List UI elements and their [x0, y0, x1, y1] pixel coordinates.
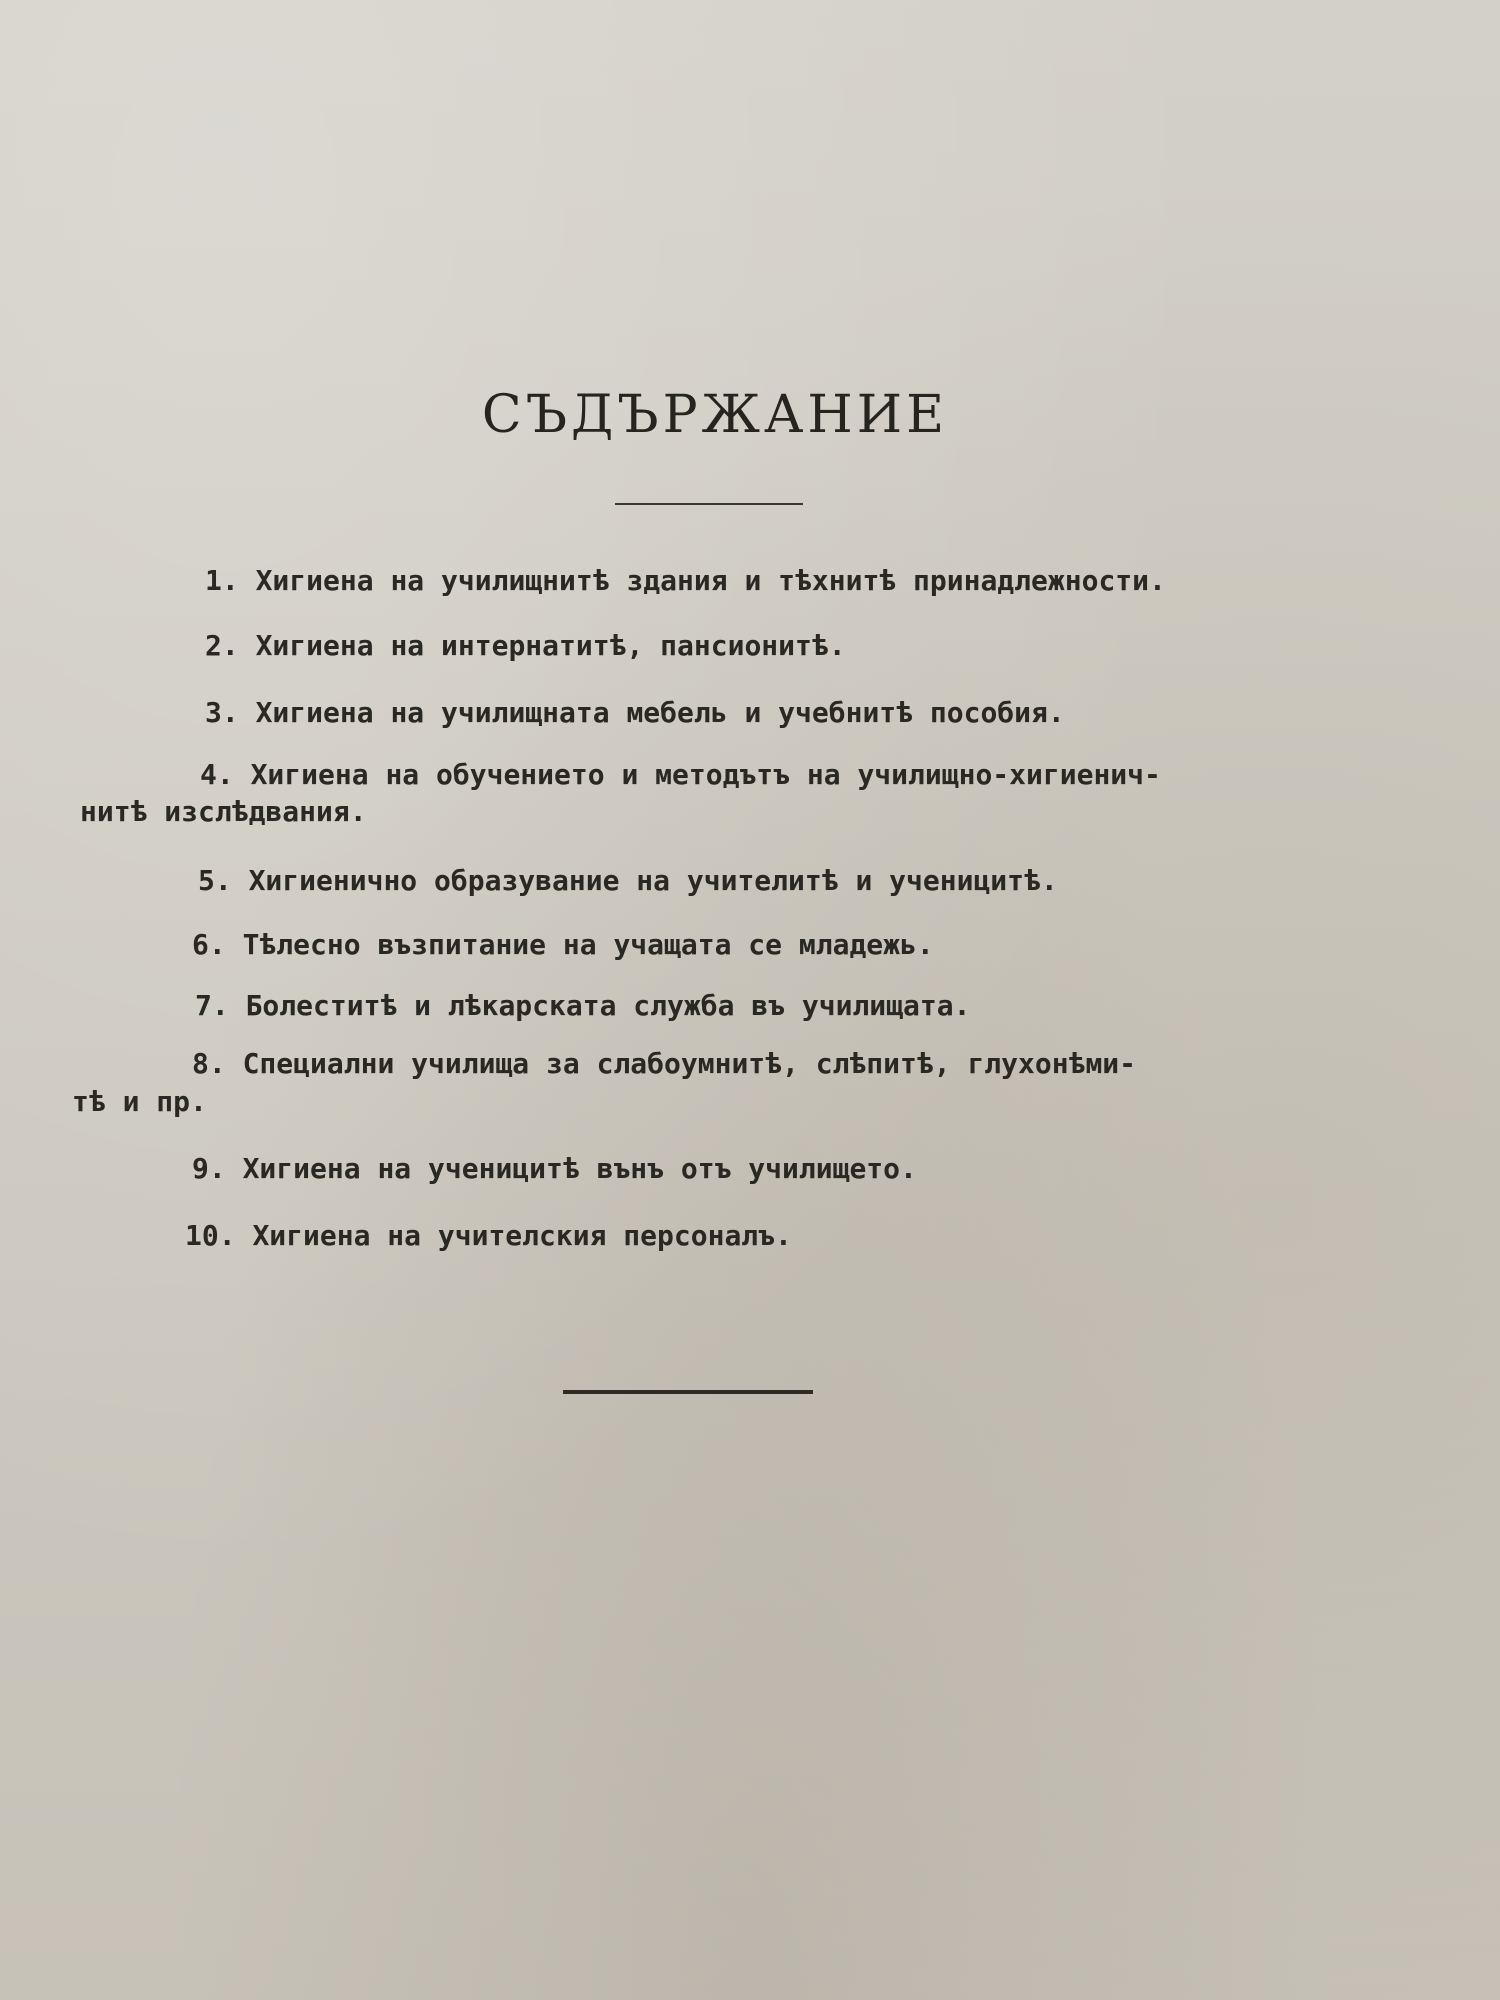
toc-entry-text: Хигиена на учителския персоналъ. — [252, 1219, 792, 1252]
toc-entry-number: 6. — [192, 928, 226, 961]
toc-entry-3 — [205, 697, 1065, 729]
toc-entry-text: Хигиена на училищнитѣ здания и тѣхнитѣ принадлежности. — [255, 564, 1166, 597]
toc-entry-9 — [192, 1153, 917, 1185]
toc-entry-text: Специални училища за слабоумнитѣ, слѣпитѣ, глухонѣми- — [242, 1047, 1137, 1080]
toc-entry-number: 5. — [198, 864, 232, 897]
toc-entry-6 — [192, 929, 934, 961]
toc-entry-8 — [192, 1048, 1136, 1080]
toc-entry-text: Тѣлесно възпитание на учащата се младежь. — [242, 928, 934, 961]
toc-entry-text: Хигиена на ученицитѣ вънъ отъ училището. — [242, 1152, 917, 1185]
toc-entry-4-continuation — [80, 796, 367, 828]
toc-entry-number: 4. — [200, 758, 234, 791]
toc-entry-1 — [205, 565, 1166, 597]
toc-entry-8-continuation — [72, 1086, 207, 1118]
toc-entry-text: Хигиена на училищната мебель и учебнитѣ пособия. — [255, 696, 1065, 729]
toc-entry-5 — [198, 865, 1058, 897]
toc-entry-number: 3. — [205, 696, 239, 729]
toc-entry-text: Болеститѣ и лѣкарската служба въ училищата. — [245, 989, 971, 1022]
toc-entry-continuation: тѣ и пр. — [72, 1085, 207, 1118]
end-divider — [563, 1390, 813, 1394]
toc-entry-text: Хигиена на интернатитѣ, пансионитѣ. — [255, 629, 846, 662]
toc-entry-number: 8. — [192, 1047, 226, 1080]
page-title: СЪДЪРЖАНИЕ — [481, 385, 949, 445]
toc-entry-number: 1. — [205, 564, 239, 597]
toc-entry-4 — [200, 759, 1161, 791]
toc-entry-7 — [195, 990, 970, 1022]
toc-entry-number: 7. — [195, 989, 229, 1022]
toc-entry-text: Хигиенично образувание на учителитѣ и ученицитѣ. — [248, 864, 1058, 897]
toc-entry-10 — [185, 1220, 792, 1252]
toc-entry-number: 10. — [185, 1219, 236, 1252]
toc-entry-text: Хигиена на обучението и методътъ на училищно-хигиенич- — [250, 758, 1161, 791]
toc-entry-continuation: нитѣ изслѣдвания. — [80, 795, 367, 828]
toc-entry-number: 9. — [192, 1152, 226, 1185]
toc-entry-number: 2. — [205, 629, 239, 662]
toc-entry-2 — [205, 630, 846, 662]
